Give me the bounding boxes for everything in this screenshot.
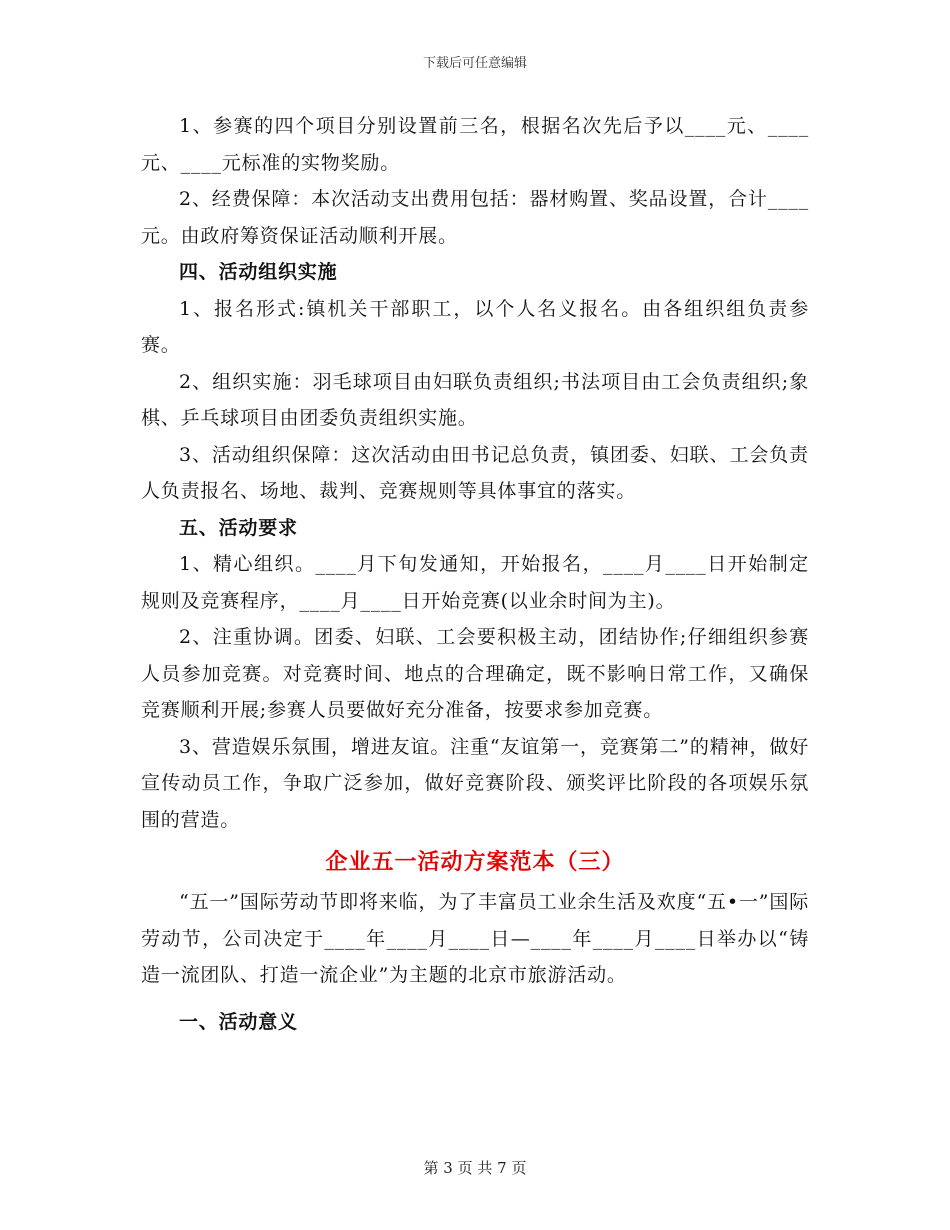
paragraph-intro: “五一”国际劳动节即将来临，为了丰富员工业余生活及欢度“五•一”国际劳动节，公司决定于____年____月____日—____年____月____日举办以“铸造一流团队、打造一流企业”为主题的北京市旅游活动。	[141, 891, 809, 986]
paragraph-careful-organization: 1、精心组织。____月下旬发通知，开始报名，____月____日开始制定规则及竞赛程序，____月____日开始竞赛(以业余时间为主)。	[141, 553, 809, 612]
paragraph-prize-levels: 1、参赛的四个项目分别设置前三名，根据名次先后予以____元、____元、____元标准的实物奖励。	[141, 115, 809, 174]
document-title: 企业五一活动方案范本（三）	[325, 849, 625, 875]
paragraph-atmosphere: 3、营造娱乐氛围，增进友谊。注重“友谊第一，竞赛第二”的精神，做好宣传动员工作，争取广泛参加，做好竞赛阶段、颁奖评比阶段的各项娱乐氛围的营造。	[141, 735, 809, 831]
section-heading-significance: 一、活动意义	[179, 1010, 298, 1033]
document-body	[141, 108, 809, 1040]
page-number: 第 3 页 共 7 页	[423, 1159, 527, 1177]
paragraph-organization: 2、组织实施：羽毛球项目由妇联负责组织;书法项目由工会负责组织;象棋、乒乓球项目由团委负责组织实施。	[141, 370, 809, 429]
paragraph-guarantee: 3、活动组织保障：这次活动由田书记总负责，镇团委、妇联、工会负责人负责报名、场地、裁判、竞赛规则等具体事宜的落实。	[141, 443, 809, 502]
section-heading-implementation: 四、活动组织实施	[179, 261, 338, 283]
page-header: 下载后可任意编辑	[422, 56, 527, 71]
paragraph-registration: 1、报名形式:镇机关干部职工，以个人名义报名。由各组织组负责参赛。	[141, 297, 809, 356]
paragraph-coordination: 2、注重协调。团委、妇联、工会要积极主动，团结协作;仔细组织参赛人员参加竞赛。对竞赛时间、地点的合理确定，既不影响日常工作，又确保竞赛顺利开展;参赛人员要做好充分准备，按要求参加竞赛。	[141, 626, 809, 721]
section-heading-requirements: 五、活动要求	[179, 516, 298, 539]
paragraph-funding: 2、经费保障：本次活动支出费用包括：器材购置、奖品设置，合计____元。由政府筹资保证活动顺利开展。	[141, 188, 809, 247]
